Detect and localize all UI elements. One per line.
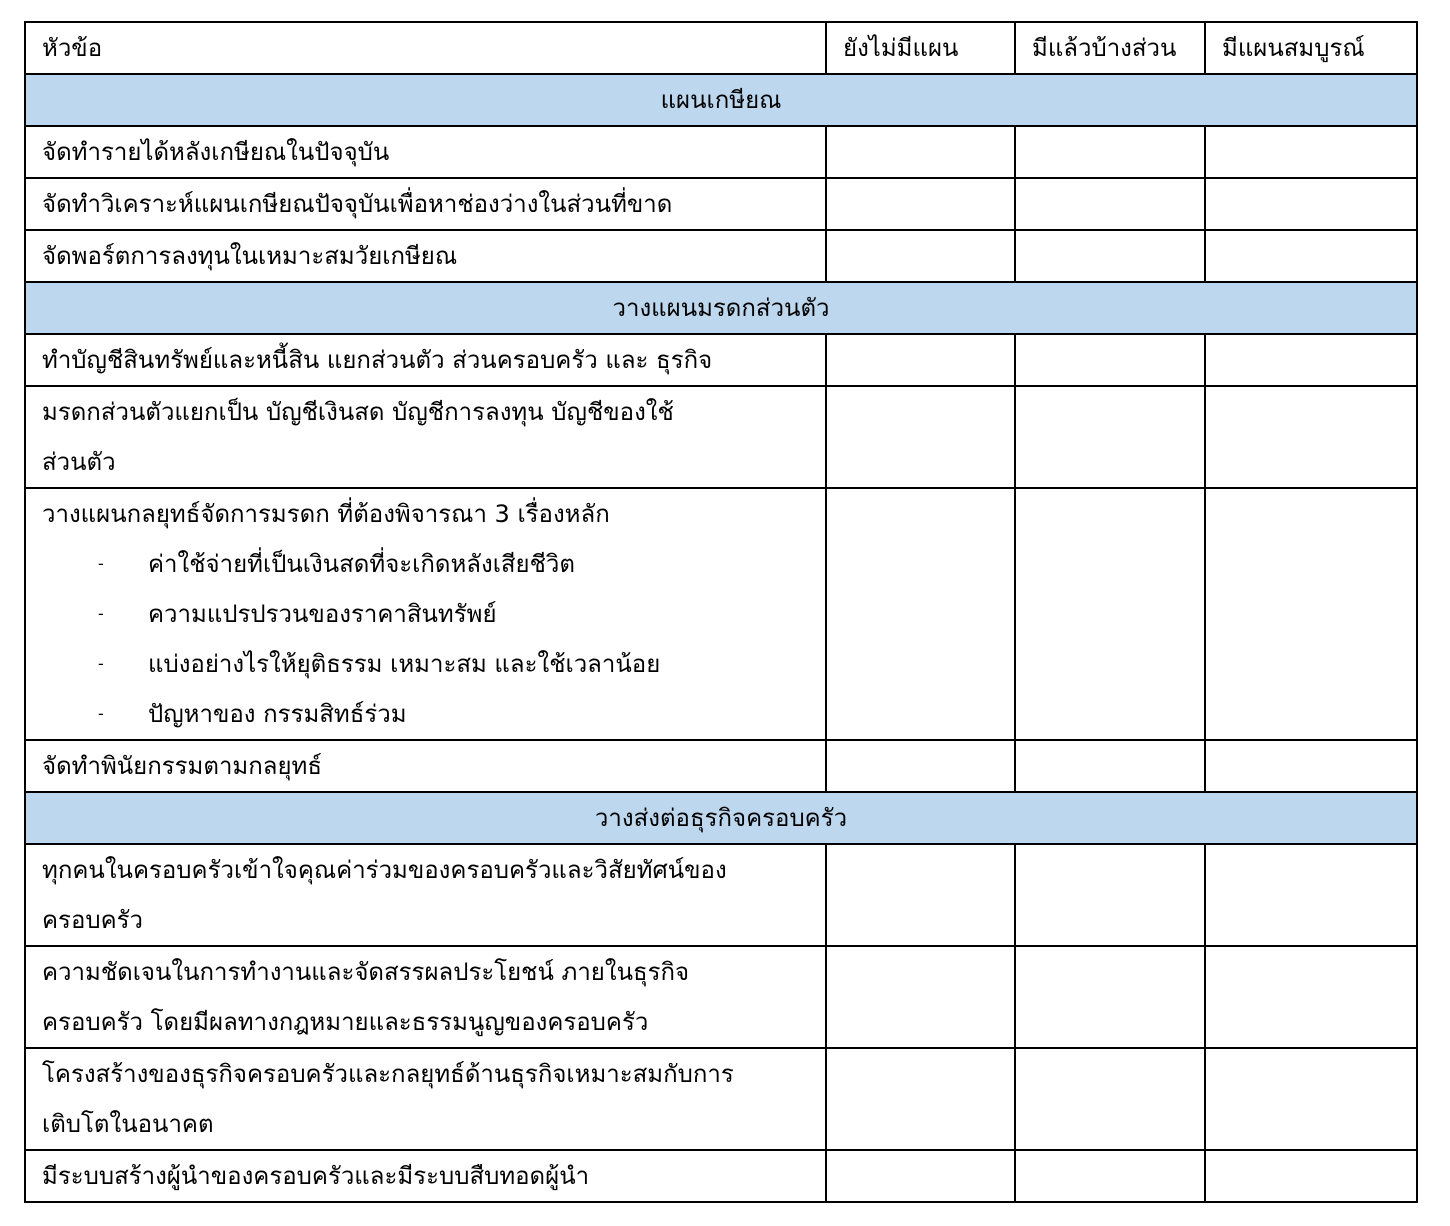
section-title: แผนเกษียณ: [25, 74, 1417, 126]
item-row: [25, 178, 1417, 230]
item-text-line: ทุกคนในครอบครัวเข้าใจคุณค่าร่วมของครอบครัวและวิสัยทัศน์ของ: [42, 856, 727, 884]
item-row: [25, 1048, 1417, 1150]
header-topic: หัวข้อ: [25, 22, 826, 74]
check-no-plan[interactable]: [826, 946, 1015, 1048]
item-row: [25, 334, 1417, 386]
check-partial[interactable]: [1015, 844, 1205, 946]
item-text-line: ครอบครัว: [42, 906, 144, 934]
section-row: [25, 792, 1417, 844]
check-complete[interactable]: [1205, 488, 1417, 740]
item-topic: [25, 1150, 826, 1202]
check-partial[interactable]: [1015, 334, 1205, 386]
check-partial[interactable]: [1015, 488, 1205, 740]
check-complete[interactable]: [1205, 126, 1417, 178]
header-row: [25, 22, 1417, 74]
bullet-text: แบ่งอย่างไรให้ยุติธรรม เหมาะสม และใช้เวลาน้อย: [148, 650, 661, 678]
bullet-item: [42, 539, 825, 589]
item-text-line: จัดทำวิเคราะห์แผนเกษียณปัจจุบันเพื่อหาช่องว่างในส่วนที่ขาด: [42, 190, 673, 218]
header-partial: มีแล้วบ้างส่วน: [1015, 22, 1205, 74]
item-text-line: ครอบครัว โดยมีผลทางกฎหมายและธรรมนูญของครอบครัว: [42, 1008, 649, 1036]
section-title: วางแผนมรดกส่วนตัว: [25, 282, 1417, 334]
item-text-line: วางแผนกลยุทธ์จัดการมรดก ที่ต้องพิจารณา 3 เรื่องหลัก: [42, 500, 610, 528]
check-partial[interactable]: [1015, 178, 1205, 230]
bullet-item: [42, 589, 825, 639]
check-partial[interactable]: [1015, 1150, 1205, 1202]
check-complete[interactable]: [1205, 230, 1417, 282]
check-no-plan[interactable]: [826, 740, 1015, 792]
check-complete[interactable]: [1205, 178, 1417, 230]
check-partial[interactable]: [1015, 740, 1205, 792]
item-text-line: เติบโตในอนาคต: [42, 1110, 214, 1138]
item-topic: [25, 126, 826, 178]
bullet-text: ปัญหาของ กรรมสิทธ์ร่วม: [148, 700, 407, 728]
item-text-line: จัดทำรายได้หลังเกษียณในปัจจุบัน: [42, 138, 390, 166]
header-complete: มีแผนสมบูรณ์: [1205, 22, 1417, 74]
check-complete[interactable]: [1205, 740, 1417, 792]
check-partial[interactable]: [1015, 126, 1205, 178]
item-row: [25, 844, 1417, 946]
item-text-line: มีระบบสร้างผู้นำของครอบครัวและมีระบบสืบทอดผู้นำ: [42, 1162, 590, 1190]
check-partial[interactable]: [1015, 1048, 1205, 1150]
check-no-plan[interactable]: [826, 1048, 1015, 1150]
bullet-text: ค่าใช้จ่ายที่เป็นเงินสดที่จะเกิดหลังเสียชีวิต: [148, 550, 575, 578]
section-row: [25, 282, 1417, 334]
check-partial[interactable]: [1015, 946, 1205, 1048]
item-topic: [25, 844, 826, 946]
item-topic: [25, 334, 826, 386]
item-row: [25, 1150, 1417, 1202]
check-complete[interactable]: [1205, 1048, 1417, 1150]
item-topic: [25, 386, 826, 488]
bullet-dash-icon: -: [98, 554, 104, 573]
item-row: [25, 230, 1417, 282]
bullet-item: [42, 639, 825, 689]
item-topic: [25, 740, 826, 792]
check-no-plan[interactable]: [826, 1150, 1015, 1202]
check-complete[interactable]: [1205, 334, 1417, 386]
item-topic: [25, 488, 826, 740]
check-no-plan[interactable]: [826, 126, 1015, 178]
check-no-plan[interactable]: [826, 230, 1015, 282]
bullet-text: ความแปรปรวนของราคาสินทรัพย์: [148, 600, 497, 628]
item-text-line: ความชัดเจนในการทำงานและจัดสรรผลประโยชน์ ภายในธุรกิจ: [42, 958, 690, 986]
item-row: [25, 386, 1417, 488]
section-row: [25, 74, 1417, 126]
bullet-dash-icon: -: [98, 654, 104, 673]
check-complete[interactable]: [1205, 946, 1417, 1048]
check-no-plan[interactable]: [826, 386, 1015, 488]
item-text-line: จัดพอร์ตการลงทุนในเหมาะสมวัยเกษียณ: [42, 242, 458, 270]
plan-checklist-table: [24, 21, 1418, 1203]
check-partial[interactable]: [1015, 230, 1205, 282]
bullet-item: [42, 689, 825, 739]
check-no-plan[interactable]: [826, 178, 1015, 230]
item-row: [25, 126, 1417, 178]
item-text-line: มรดกส่วนตัวแยกเป็น บัญชีเงินสด บัญชีการลงทุน บัญชีของใช้: [42, 398, 674, 426]
item-topic: [25, 946, 826, 1048]
item-topic: [25, 178, 826, 230]
bullet-dash-icon: -: [98, 704, 104, 723]
check-no-plan[interactable]: [826, 334, 1015, 386]
item-text-line: โครงสร้างของธุรกิจครอบครัวและกลยุทธ์ด้านธุรกิจเหมาะสมกับการ: [42, 1060, 734, 1088]
check-no-plan[interactable]: [826, 844, 1015, 946]
item-row: [25, 946, 1417, 1048]
item-topic: [25, 230, 826, 282]
header-no-plan: ยังไม่มีแผน: [826, 22, 1015, 74]
table-body: [25, 22, 1417, 1202]
check-partial[interactable]: [1015, 386, 1205, 488]
item-text-line: ส่วนตัว: [42, 448, 116, 476]
item-text-line: จัดทำพินัยกรรมตามกลยุทธ์: [42, 752, 323, 780]
check-complete[interactable]: [1205, 844, 1417, 946]
item-row: [25, 488, 1417, 740]
check-complete[interactable]: [1205, 1150, 1417, 1202]
check-no-plan[interactable]: [826, 488, 1015, 740]
item-text-line: ทำบัญชีสินทรัพย์และหนี้สิน แยกส่วนตัว ส่วนครอบครัว และ ธุรกิจ: [42, 346, 713, 374]
bullet-dash-icon: -: [98, 604, 104, 623]
check-complete[interactable]: [1205, 386, 1417, 488]
section-title: วางส่งต่อธุรกิจครอบครัว: [25, 792, 1417, 844]
item-topic: [25, 1048, 826, 1150]
item-row: [25, 740, 1417, 792]
